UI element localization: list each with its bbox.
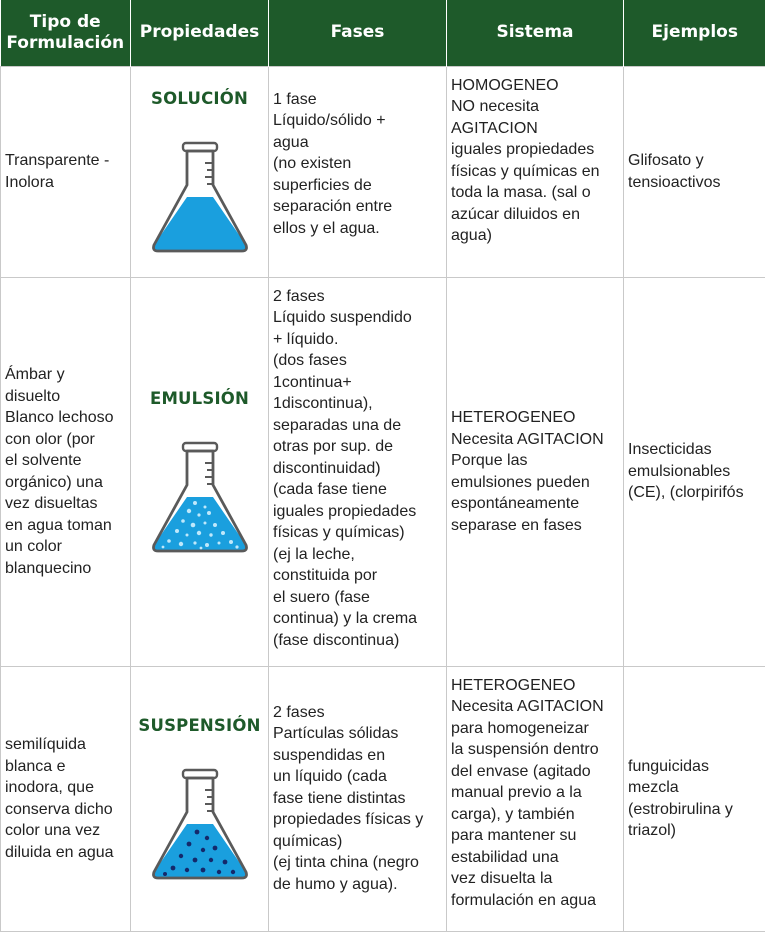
property-title: SUSPENSIÓN bbox=[131, 715, 268, 737]
cell-tipo: Transparente - Inolora bbox=[1, 66, 131, 277]
cell-ejemplos: Insecticidas emulsionables (CE), (clorpirifós bbox=[624, 277, 765, 666]
cell-fases: 1 fase Líquido/sólido + agua (no existen superficies de separación entre ellos y el agua. bbox=[269, 66, 447, 277]
header-propiedades: Propiedades bbox=[131, 0, 269, 66]
cell-propiedad bbox=[131, 66, 269, 277]
cell-sistema: HOMOGENEO NO necesita AGITACION iguales propiedades físicas y químicas en toda la masa. (sal o azúcar diluidos en agua) bbox=[447, 66, 624, 277]
table-row-solucion bbox=[1, 66, 765, 277]
header-fases: Fases bbox=[269, 0, 447, 66]
property-title: EMULSIÓN bbox=[131, 388, 268, 410]
header-sistema: Sistema bbox=[447, 0, 624, 66]
cell-fases: 2 fases Líquido suspendido + líquido. (dos fases 1continua+ 1discontinua), separadas una de otras por sup. de discontinuidad) (cada fase tiene iguales propiedades físicas y químicas) (ej la leche, constituida por el suero (fase continua) y la crema (fase discontinua) bbox=[269, 277, 447, 666]
solution-flask-icon bbox=[149, 139, 251, 255]
cell-tipo: semilíquida blanca e inodora, que conserva dicho color una vez diluida en agua bbox=[1, 666, 131, 931]
header-tipo: Tipo de Formulación bbox=[1, 0, 131, 66]
table-row-suspension bbox=[1, 666, 765, 931]
cell-ejemplos: Glifosato y tensioactivos bbox=[624, 66, 765, 277]
cell-propiedad bbox=[131, 666, 269, 931]
cell-ejemplos: funguicidas mezcla (estrobirulina y triazol) bbox=[624, 666, 765, 931]
cell-fases: 2 fases Partículas sólidas suspendidas en un líquido (cada fase tiene distintas propiedades físicas y químicas) (ej tinta china (negro de humo y agua). bbox=[269, 666, 447, 931]
suspension-flask-icon bbox=[149, 766, 251, 882]
property-title: SOLUCIÓN bbox=[131, 88, 268, 110]
header-row bbox=[1, 0, 765, 66]
cell-sistema: HETEROGENEO Necesita AGITACION Porque las emulsiones pueden espontáneamente separase en fases bbox=[447, 277, 624, 666]
cell-sistema: HETEROGENEO Necesita AGITACION para homogeneizar la suspensión dentro del envase (agitado manual previo a la carga), y también para mantener su estabilidad una vez disuelta la formulación en agua bbox=[447, 666, 624, 931]
table-row-emulsion bbox=[1, 277, 765, 666]
cell-tipo: Ámbar y disuelto Blanco lechoso con olor (por el solvente orgánico) una vez disueltas en agua toman un color blanquecino bbox=[1, 277, 131, 666]
cell-propiedad bbox=[131, 277, 269, 666]
emulsion-flask-icon bbox=[149, 439, 251, 555]
header-ejemplos: Ejemplos bbox=[624, 0, 765, 66]
